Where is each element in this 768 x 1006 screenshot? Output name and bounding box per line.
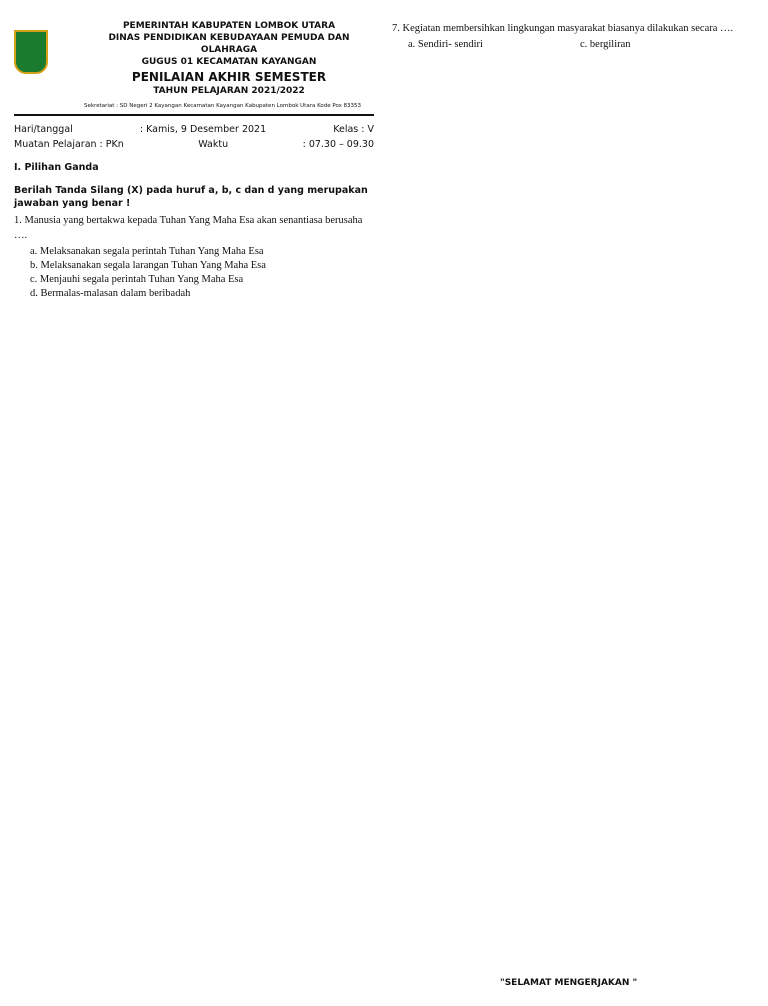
- day-value: : Kamis, 9 Desember 2021: [139, 124, 267, 136]
- exam-info: [14, 124, 374, 152]
- question-1: 1. Manusia yang bertakwa kepada Tuhan Yang Maha Esa akan senantiasa berusaha ….: [14, 215, 363, 241]
- school-year: TAHUN PELAJARAN 2021/2022: [153, 85, 305, 96]
- header-divider: [14, 114, 374, 116]
- header-line-1: PEMERINTAH KABUPATEN LOMBOK UTARA: [122, 21, 336, 31]
- subject-label: Muatan Pelajaran : PKn: [14, 139, 124, 151]
- day-label: Hari/tanggal: [14, 124, 73, 136]
- class-value: Kelas : V: [333, 124, 374, 136]
- exam-title: PENILAIAN AKHIR SEMESTER: [131, 69, 327, 84]
- info-row-subject: [14, 139, 374, 152]
- right-column: [392, 20, 752, 52]
- header-line-3: GUGUS 01 KECAMATAN KAYANGAN: [141, 57, 317, 68]
- option-c: c. Menjauhi segala perintah Tuhan Yang Maha Esa: [30, 274, 244, 286]
- header-line-2: DINAS PENDIDIKAN KEBUDAYAAN PEMUDA DAN OLAHRAGA: [108, 33, 350, 56]
- time-label: Waktu: [198, 139, 229, 151]
- section-1-instruction: Berilah Tanda Silang (X) pada huruf a, b, c dan d yang merupakan jawaban yang benar !: [14, 184, 368, 209]
- left-column: [14, 20, 374, 301]
- question-1-options: [14, 245, 374, 302]
- question-7-options: [392, 38, 752, 52]
- question-7: 7. Kegiatan membersihkan lingkungan masyarakat biasanya dilakukan secara ….: [392, 23, 734, 34]
- option-d: d. Bermalas-malasan dalam beribadah: [30, 288, 191, 300]
- district-logo-icon: [14, 30, 48, 74]
- time-value: : 07.30 – 09.30: [302, 139, 374, 151]
- option-a: a. Sendiri- sendiri: [408, 39, 483, 51]
- letterhead: [14, 20, 374, 110]
- option-c: c. bergiliran: [580, 39, 631, 51]
- info-row-day: [14, 124, 374, 137]
- secretariat-address: Sekretariat : SD Negeri 2 Kayangan Kecamatan Kayangan Kabupaten Lombok Utara Kode Pos 83353: [84, 102, 362, 109]
- closing-message: "SELAMAT MENGERJAKAN ": [500, 978, 638, 988]
- option-a: a. Melaksanakan segala perintah Tuhan Yang Maha Esa: [30, 245, 264, 257]
- section-1-title: I. Pilihan Ganda: [14, 161, 99, 173]
- option-b: b. Melaksanakan segala larangan Tuhan Yang Maha Esa: [30, 259, 266, 271]
